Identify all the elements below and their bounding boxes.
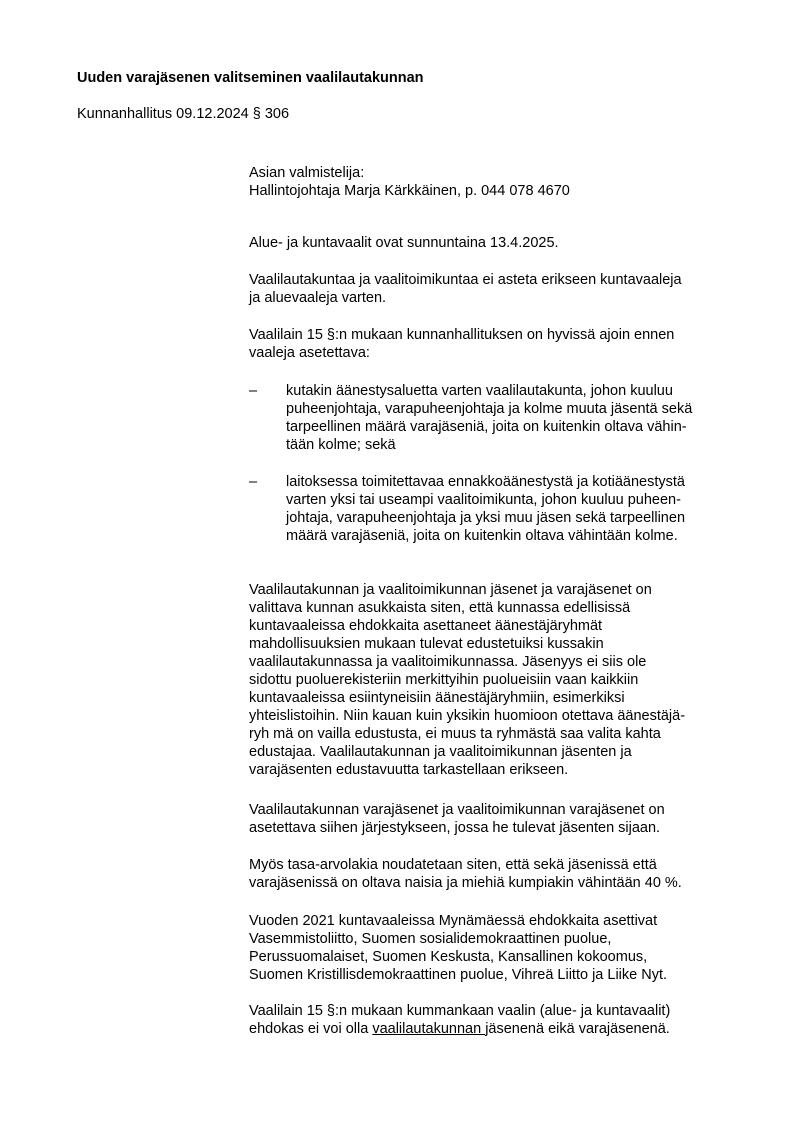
paragraph-deputy-order [249, 801, 749, 837]
text-line: Vaalilautakunnan varajäsenet ja vaalitoimikunnan varajäsenet on [249, 802, 665, 818]
text-line: johtaja, varapuheenjohtaja ja yksi muu jäsen sekä tarpeellinen [286, 510, 686, 526]
text-line: kuntavaaleissa ehdokkaita asettaneet äänestäjäryhmät [249, 618, 603, 634]
text-segment: jäsenenä eikä varajäsenenä. [485, 1021, 670, 1037]
dash-bullet-icon: – [249, 474, 258, 490]
paragraph-candidate-restriction [249, 1002, 749, 1038]
text-line: yhteislistoihin. Niin kauan kuin yksikin huomioon otettava äänestäjä- [249, 708, 686, 724]
text-line: Suomen Kristillisdemokraattinen puolue, Vihreä Liitto ja Liike Nyt. [249, 967, 668, 983]
text-line: Myös tasa-arvolakia noudatetaan siten, että sekä jäsenissä että [249, 857, 657, 873]
text-line: sidottu puoluerekisteriin merkittyihin puolueisiin vaan kaikkiin [249, 672, 639, 688]
preparer-block [249, 164, 749, 200]
text-line: Vaalilautakuntaa ja vaalitoimikuntaa ei asteta erikseen kuntavaaleja [249, 272, 682, 288]
bullet-item-2 [249, 473, 749, 545]
text-line: Vaalilain 15 §:n mukaan kummankaan vaalin (alue- ja kuntavaalit) [249, 1003, 671, 1019]
text-line: Alue- ja kuntavaalit ovat sunnuntaina 13.4.2025. [249, 235, 559, 251]
text-line: kutakin äänestysaluetta varten vaalilautakunta, johon kuuluu [286, 383, 673, 399]
preparer-value: Hallintojohtaja Marja Kärkkäinen, p. 044 078 4670 [249, 183, 570, 199]
text-line: edustajaa. Vaalilautakunnan ja vaalitoimikunnan jäsenten ja [249, 744, 632, 760]
text-line: määrä varajäseniä, joita on kuitenkin oltava vähintään kolme. [286, 528, 678, 544]
preparer-label: Asian valmistelija: [249, 165, 365, 181]
text-line: Perussuomalaiset, Suomen Keskusta, Kansallinen kokoomus, [249, 949, 648, 965]
text-line: valittava kunnan asukkaista siten, että kunnassa edellisissä [249, 600, 631, 616]
text-line: Vuoden 2021 kuntavaaleissa Mynämäessä ehdokkaita asettivat [249, 913, 658, 929]
text-line: mahdollisuuksien mukaan tulevat edustetuiksi kussakin [249, 636, 604, 652]
paragraph-equality [249, 856, 749, 892]
text-line: Vaalilautakunnan ja vaalitoimikunnan jäsenet ja varajäsenet on [249, 582, 652, 598]
text-line: varajäsenten edustavuutta tarkastellaan erikseen. [249, 762, 569, 778]
underlined-text: vaalilautakunnan [372, 1021, 486, 1037]
text-line: kuntavaaleissa esiintyneisiin äänestäjäryhmiin, esimerkiksi [249, 690, 625, 706]
paragraph-committees [249, 271, 749, 307]
paragraph-election-date [249, 234, 749, 252]
bullet-item-1 [249, 382, 749, 454]
text-line: vaaleja asetettava: [249, 345, 370, 361]
text-line: ja aluevaaleja varten. [249, 290, 387, 306]
text-line: asetettava siihen järjestykseen, jossa he tulevat jäsenten sijaan. [249, 820, 661, 836]
text-line: puheenjohtaja, varapuheenjohtaja ja kolme muuta jäsentä sekä [286, 401, 693, 417]
text-line: vaalilautakunnassa ja vaalitoimikunnassa. Jäsenyys ei siis ole [249, 654, 647, 670]
text-line: Vasemmistoliitto, Suomen sosialidemokraattinen puolue, [249, 931, 612, 947]
meeting-reference: Kunnanhallitus 09.12.2024 § 306 [77, 106, 290, 122]
text-line: laitoksessa toimitettavaa ennakkoäänestystä ja kotiäänestystä [286, 474, 685, 490]
document-title: Uuden varajäsenen valitseminen vaalilautakunnan [77, 70, 424, 86]
text-line: varajäsenissä on oltava naisia ja miehiä kumpiakin vähintään 40 %. [249, 875, 682, 891]
text-line: tään kolme; sekä [286, 437, 396, 453]
paragraph-law-section [249, 326, 749, 362]
text-line: Vaalilain 15 §:n mukaan kunnanhallituksen on hyvissä ajoin ennen [249, 327, 675, 343]
text-line: tarpeellinen määrä varajäseniä, joita on kuitenkin oltava vähin- [286, 419, 687, 435]
text-segment: ehdokas ei voi olla [249, 1021, 373, 1037]
dash-bullet-icon: – [249, 383, 258, 399]
paragraph-representation [249, 581, 749, 779]
text-line: varten yksi tai useampi vaalitoimikunta, johon kuuluu puheen- [286, 492, 681, 508]
text-line [249, 1020, 749, 1038]
text-line: ryh mä on vailla edustusta, ei muus ta ryhmästä saa valita kahta [249, 726, 661, 742]
paragraph-parties-2021 [249, 912, 749, 984]
